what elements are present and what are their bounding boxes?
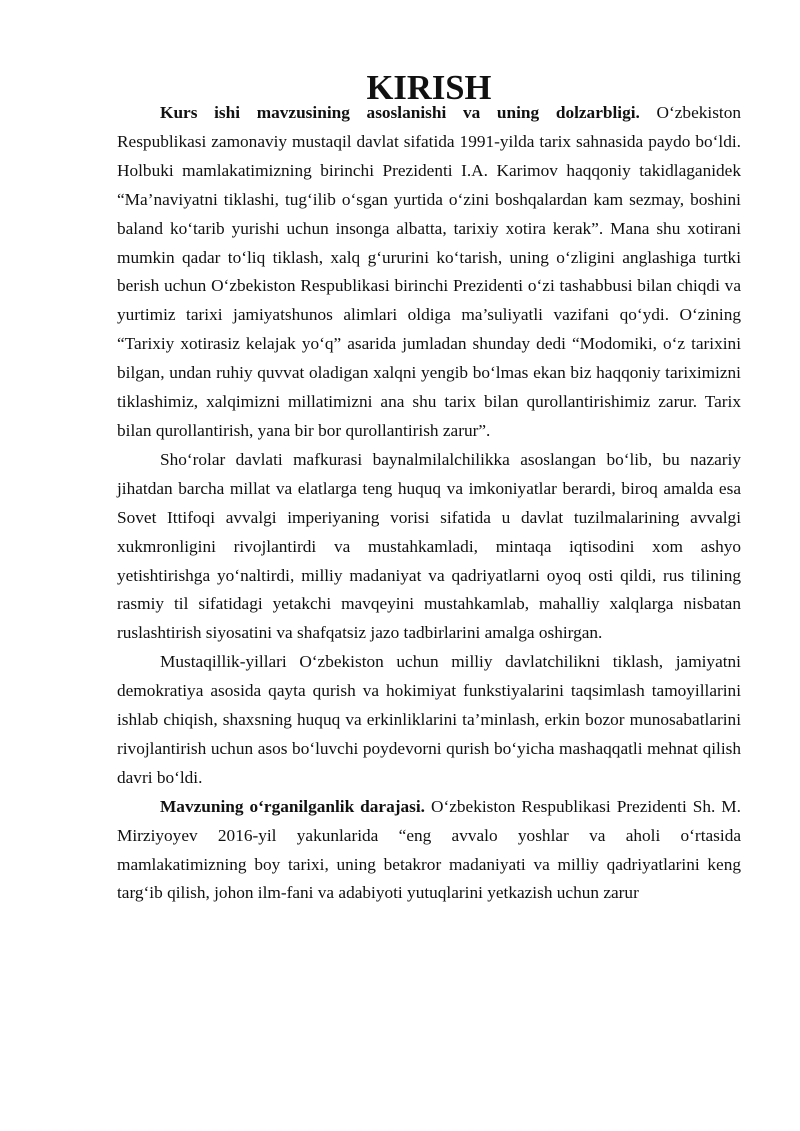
document-page	[117, 69, 741, 908]
paragraph-lead: Mavzuning o‘rganilganlik darajasi.	[160, 796, 425, 816]
paragraph-text: Mustaqillik-yillari O‘zbekiston uchun milliy davlatchilikni tiklash, jamiyatni demokratiya asosida qayta qurish va hokimiyat funkstiyalarini taqsimlash tamoyillarini ishlab chiqish, shaxsning huquq va erkinliklarini ta’minlash, erkin bozor munosabatlarini rivojlantirish uchun asos bo‘luvchi poydevorni qurish bo‘yicha mashaqqatli mehnat qilish davri bo‘ldi.	[117, 652, 741, 787]
paragraph-text: O‘zbekiston Respublikasi Prezidenti Sh. M. Mirziyoyev 2016-yil yakunlarida “eng avvalo yoshlar va aholi o‘rtasida mamlakatimizning boy tarixi, uning betakror madaniyati va milliy qadriyatlarini keng targ‘ib qilish, johon ilm-fani va adabiyoti yutuqlarini yetkazish uchun zarur	[117, 796, 741, 903]
paragraph-text: Sho‘rolar davlati mafkurasi baynalmilalchilikka asoslangan bo‘lib, bu nazariy jihatdan barcha millat va elatlarga teng huquq va imkoniyatlar berardi, biroq amalda esa Sovet Ittifoqi avvalgi imperiyaning vorisi sifatida u davlat tuzilmalarining avvalgi xukmronligini rivojlantirdi va mustahkamladi, mintaqa iqtisodini xom ashyo yetishtirishga yo‘naltirdi, milliy madaniyat va qadriyatlarni oyoq osti qildi, rus tilining rasmiy til sifatidagi yetakchi mavqeyini mustahkamlab, mahalliy xalqlarga nisbatan ruslashtirish siyosatini va shafqatsiz jazo tadbirlarini amalga oshirgan.	[117, 449, 741, 643]
paragraph-lead: Kurs ishi mavzusining asoslanishi va uning dolzarbligi.	[160, 103, 640, 122]
paragraph-text: O‘zbekiston Respublikasi zamonaviy mustaqil davlat sifatida 1991-yilda tarix sahnasida paydo bo‘ldi. Holbuki mamlakatimizning birinchi Prezidenti I.A. Karimov haqqoniy takidlaganidek “Ma’naviyatni tiklashi, tug‘ilib o‘sgan yurtida o‘zini boshqalardan kam sezmay, boshini baland ko‘tarib yurishi uchun insonga albatta, tarixiy xotira kerak”. Mana shu xotirani mumkin qadar to‘liq tiklash, xalq g‘ururini ko‘tarish, uning o‘zligini anglashiga turtki berish uchun O‘zbekiston Respublikasi birinchi Prezidenti o‘zi tashabbusi bilan chiqdi va yurtimiz tarixi jamiyatshunos alimlari oldiga ma’suliyatli vazifani qo‘ydi. O‘zining “Tarixiy xotirasiz kelajak yo‘q” asarida jumladan shunday dedi “Modomiki, o‘z tarixini bilgan, undan ruhiy quvvat oladigan xalqni yengib bo‘lmas ekan biz haqqoniy tariximizni tiklashimiz, xalqimizni millatimizni ana shu tarix bilan qurollantirishimiz zarur. Tarix bilan qurollantirish, yana bir bor qurollantirish zarur”.	[117, 103, 741, 440]
page-title: KIRISH	[366, 69, 492, 107]
paragraph-independence	[117, 648, 741, 793]
paragraph-relevance	[117, 99, 741, 446]
paragraph-study-level	[117, 793, 741, 909]
paragraph-soviet	[117, 446, 741, 648]
